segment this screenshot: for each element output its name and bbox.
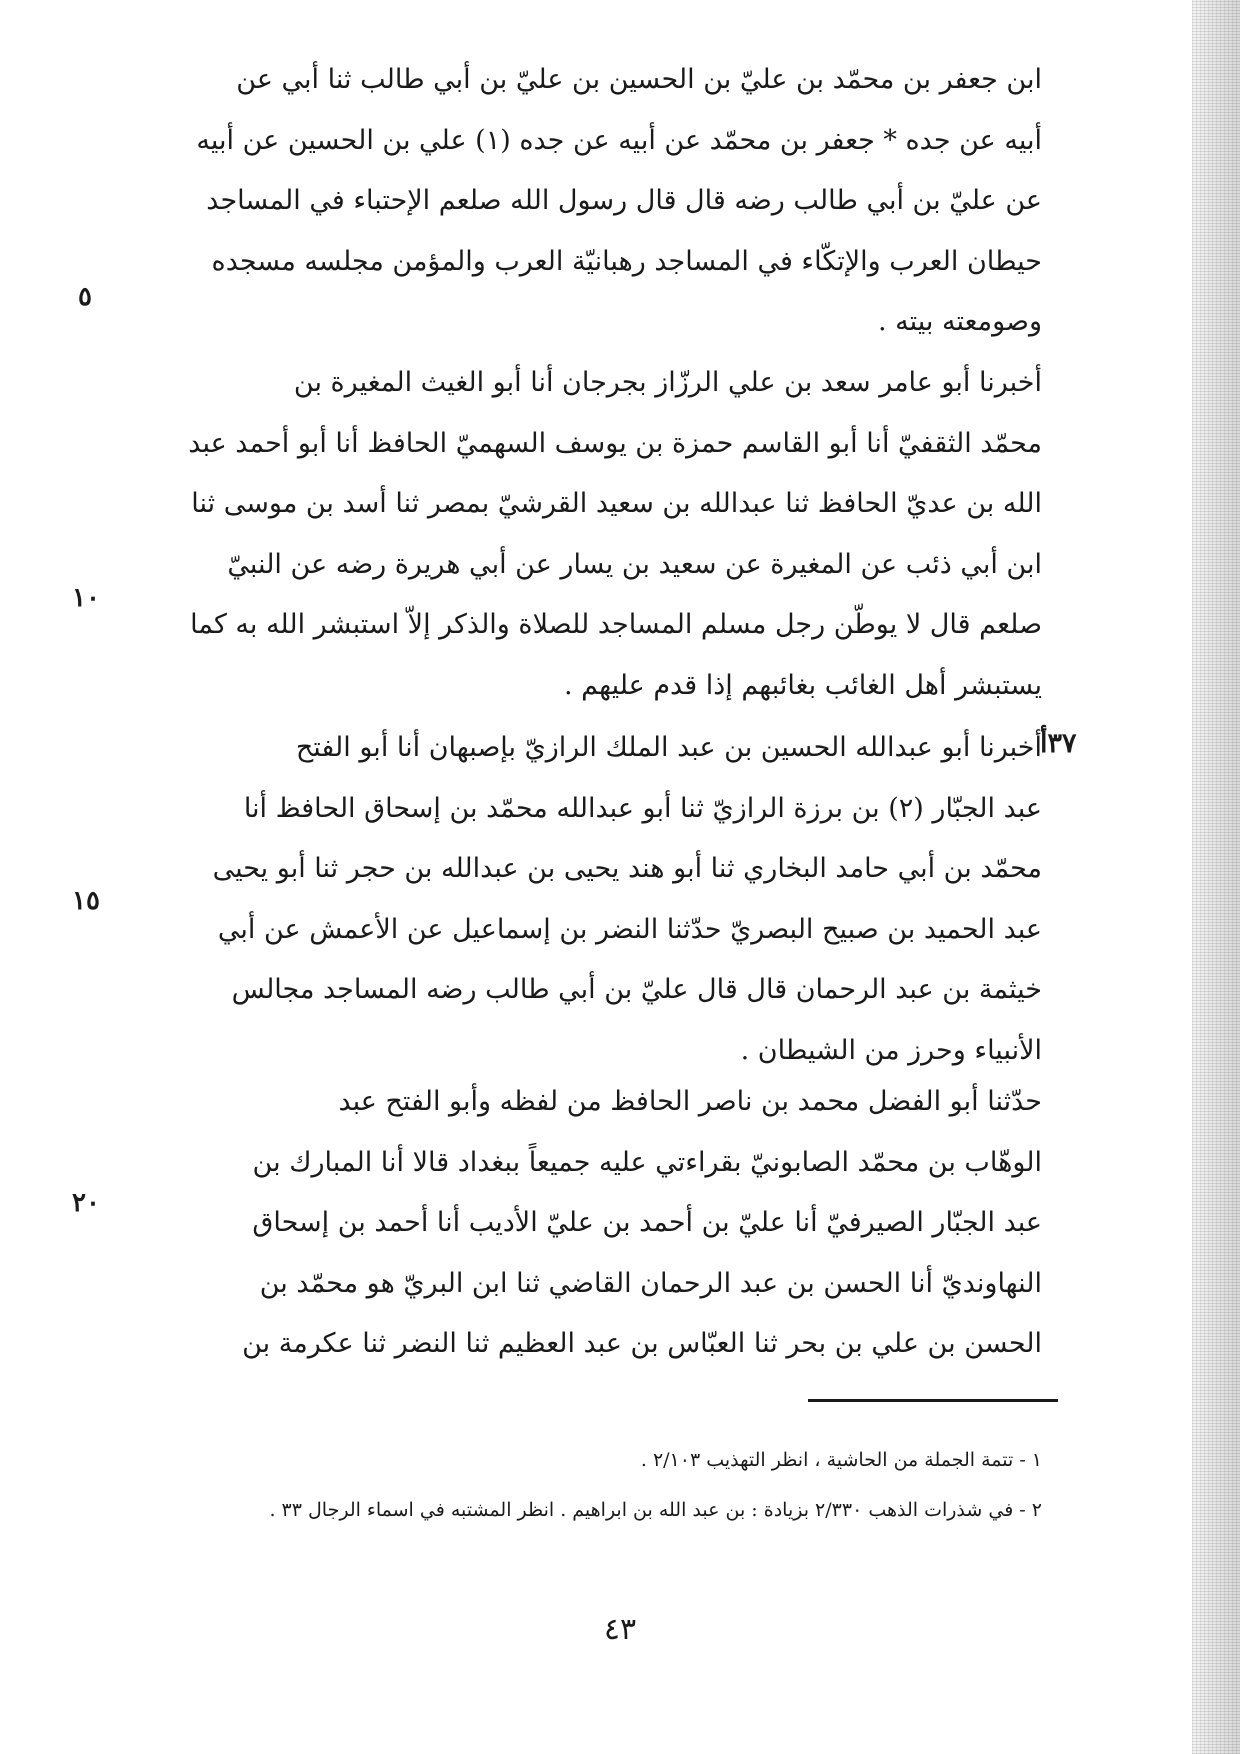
footnote-divider [808, 1399, 1058, 1402]
footnote-1: ١ - تتمة الجملة من الحاشية ، انظر التهذيب ٢/١٠٣ . [640, 1449, 1042, 1471]
text-line: صلعم قال لا يوطّن رجل مسلم المساجد للصلاة والذكر إلاّ استبشر الله به كما [190, 609, 1042, 640]
text-line: عبد الحميد بن صبيح البصريّ حدّثنا النضر بن إسماعيل عن الأعمش عن أبي [217, 913, 1042, 945]
text-line: عبد الجبّار الصيرفيّ أنا عليّ بن أحمد بن عليّ الأديب أنا أحمد بن إسحاق [252, 1207, 1042, 1238]
text-line: محمّد الثقفيّ أنا أبو القاسم حمزة بن يوسف السهميّ الحافظ أنا أبو أحمد عبد [188, 427, 1042, 459]
line-number-10: ١٠ [72, 583, 100, 613]
line-number-15: ١٥ [72, 886, 100, 916]
text-line: الوهّاب بن محمّد الصابونيّ بقراءتي عليه جميعاً ببغداد قالا أنا المبارك بن [252, 1146, 1042, 1178]
text-line: النهاونديّ أنا الحسن بن عبد الرحمان القاضي ثنا ابن البريّ هو محمّد بن [259, 1267, 1042, 1299]
text-line: الأنبياء وحرز من الشيطان . [740, 1034, 1042, 1066]
paragraph-3 [118, 718, 1042, 1081]
text-line: أبيه عن جده * جعفر بن محمّد عن أبيه عن جده (١) علي بن الحسين عن أبيه [196, 124, 1042, 156]
entry-number: ٣٧أ [1040, 728, 1077, 759]
text-line: أخبرنا أبو عامر سعد بن علي الرزّاز بجرجان أنا أبو الغيث المغيرة بن [293, 367, 1042, 398]
text-line: حدّثنا أبو الفضل محمد بن ناصر الحافظ من لفظه وأبو الفتح عبد [338, 1086, 1042, 1117]
paragraph-4 [118, 1072, 1042, 1375]
text-line: الحسن بن علي بن بحر ثنا العبّاس بن عبد العظيم ثنا النضر ثنا عكرمة بن [242, 1328, 1042, 1359]
text-line: وصومعته بيته . [877, 306, 1042, 337]
page-number: ٤٣ [603, 1612, 637, 1647]
text-line: خيثمة بن عبد الرحمان قال قال عليّ بن أبي طالب رضه المساجد مجالس [231, 974, 1042, 1005]
text-line: حيطان العرب والإتكّاء في المساجد رهبانيّة العرب والمؤمن مجلسه مسجده [211, 245, 1042, 277]
text-line: يستبشر أهل الغائب بغائبهم إذا قدم عليهم . [563, 669, 1042, 701]
text-line: ابن جعفر بن محمّد بن عليّ بن الحسين بن عليّ بن أبي طالب ثنا أبي عن [236, 64, 1042, 95]
text-line: عن عليّ بن أبي طالب رضه قال قال رسول الله صلعم الإحتباء في المساجد [206, 185, 1042, 216]
text-line: الله بن عديّ الحافظ ثنا عبدالله بن سعيد القرشيّ بمصر ثنا أسد بن موسى ثنا [191, 488, 1042, 519]
line-number-20: ٢٠ [72, 1188, 100, 1218]
text-line: أخبرنا أبو عبدالله الحسين بن عبد الملك الرازيّ بإصبهان أنا أبو الفتح [295, 732, 1042, 763]
footnote-2: ٢ - في شذرات الذهب ٢/٣٣٠ بزيادة : بن عبد الله بن ابراهيم . انظر المشتبه في اسماء الرجال ٣٣ . [269, 1499, 1042, 1521]
paragraph-1 [118, 50, 1042, 353]
text-line: ابن أبي ذئب عن المغيرة عن سعيد بن يسار عن أبي هريرة رضه عن النبيّ [227, 548, 1042, 580]
text-line: محمّد بن أبي حامد البخاري ثنا أبو هند يحيى بن عبدالله بن حجر ثنا أبو يحيى [212, 853, 1042, 884]
text-line: عبد الجبّار (٢) بن برزة الرازيّ ثنا أبو عبدالله محمّد بن إسحاق الحافظ أنا [243, 792, 1042, 824]
paragraph-2 [118, 353, 1042, 716]
line-number-5: ٥ [78, 282, 92, 312]
